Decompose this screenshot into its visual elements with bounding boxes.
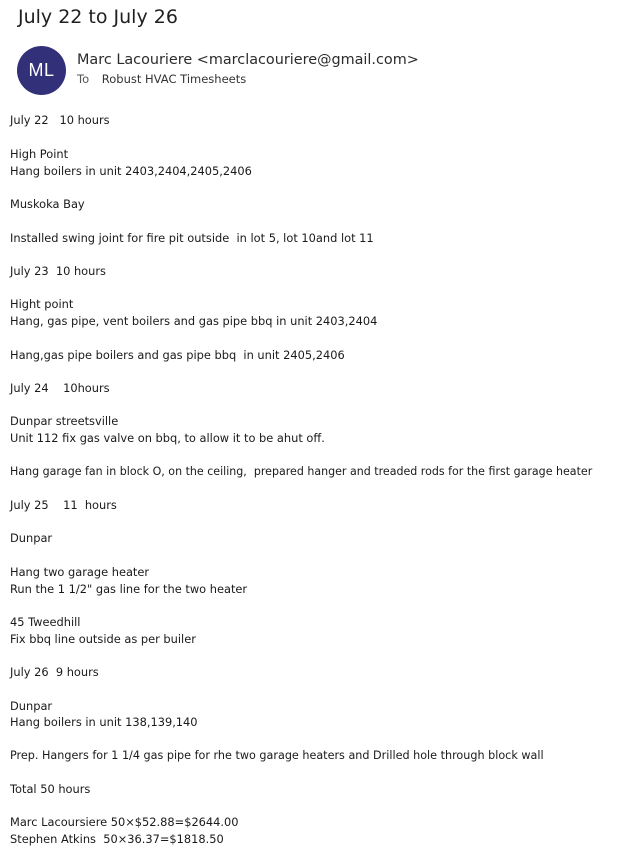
body-line: Dunpar streetsville (10, 414, 119, 428)
body-line: July 24 10hours (10, 381, 110, 395)
body-line: Unit 112 fix gas valve on bbq, to allow it to be ahut off. (10, 431, 325, 445)
body-line: Hang, gas pipe, vent boilers and gas pipe bbq in unit 2403,2404 (10, 314, 378, 328)
body-line: Dunpar (10, 531, 53, 545)
recipient-name[interactable]: Robust HVAC Timesheets (101, 72, 247, 86)
body-line: Total 50 hours (10, 782, 91, 796)
body-line: July 26 9 hours (10, 665, 99, 679)
to-label: To (77, 72, 90, 86)
body-line: Hang,gas pipe boilers and gas pipe bbq in unit 2405,2406 (10, 348, 345, 362)
body-line: High Point (10, 147, 69, 161)
body-line: Hang two garage heater (10, 565, 150, 579)
email-subject: July 22 to July 26 (18, 6, 178, 28)
sender-avatar[interactable]: ML (17, 46, 66, 95)
body-line: 45 Tweedhill (10, 615, 81, 629)
body-line: Dunpar (10, 699, 53, 713)
body-line: Fix bbq line outside as per builer (10, 632, 196, 646)
body-line: Hang boilers in unit 2403,2404,2405,2406 (10, 164, 252, 178)
body-line: Stephen Atkins 50×36.37=$1818.50 (10, 832, 224, 846)
body-line: Muskoka Bay (10, 197, 85, 211)
body-line: Marc Lacoursiere 50×$52.88=$2644.00 (10, 815, 239, 829)
body-line: Hang boilers in unit 138,139,140 (10, 715, 198, 729)
body-line: Prep. Hangers for 1 1/4 gas pipe for rhe two garage heaters and Drilled hole through block wall (10, 749, 544, 762)
body-line: July 25 11 hours (10, 498, 117, 512)
body-line: Hight point (10, 297, 74, 311)
body-line: July 23 10 hours (10, 264, 106, 278)
body-line: Run the 1 1/2" gas line for the two heater (10, 582, 248, 596)
body-line: Installed swing joint for fire pit outside in lot 5, lot 10and lot 11 (10, 231, 374, 245)
recipients-line (77, 72, 246, 86)
body-line: July 22 10 hours (10, 113, 110, 127)
body-line: Hang garage fan in block O, on the ceiling, prepared hanger and treaded rods for the first garage heater (10, 465, 593, 478)
sender-name-address[interactable]: Marc Lacouriere <marclacouriere@gmail.com> (77, 52, 419, 68)
